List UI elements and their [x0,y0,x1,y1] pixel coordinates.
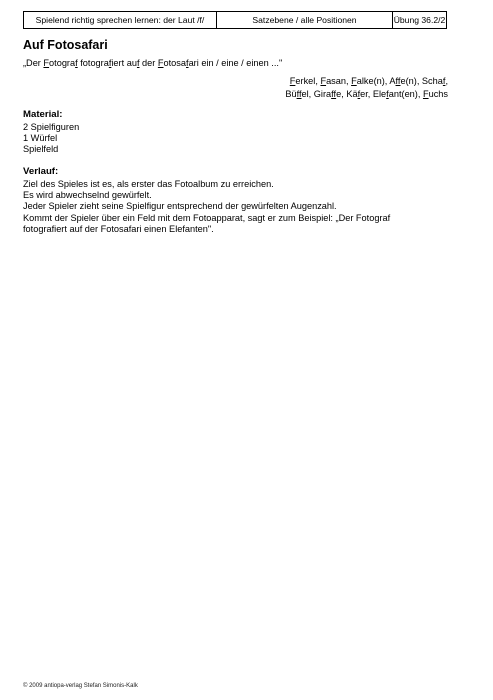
word-part: e, Kä [336,89,358,99]
sentence-part-underlined: F [43,58,50,68]
word-part-underlined: F [351,76,357,86]
sentence-part: der [139,58,158,68]
verlauf-heading: Verlauf: [23,166,59,177]
word-line [285,88,448,101]
page-header [23,11,447,29]
sentence-part: ari ein / eine / einen ..." [188,58,283,68]
header-topic: Spielend richtig sprechen lernen: der Laut /f/ [35,15,205,25]
material-item: Spielfeld [23,144,59,155]
page-title: Auf Fotosafari [23,38,108,52]
word-part: er, Ele [360,89,387,99]
word-part-underlined: ff [331,89,337,99]
material-list [23,122,79,156]
verlauf-line: Es wird abwechselnd gewürfelt. [23,190,152,201]
verlauf-line: Ziel des Spieles ist es, als erster das Fotoalbum zu erreichen. [23,179,274,189]
word-part-underlined: F [320,76,327,86]
header-exercise: Übung 36.2/2 [392,12,446,28]
word-part-underlined: f [386,89,389,99]
sentence-part: iert au [111,58,137,68]
word-part: ant(en), [388,89,423,99]
verlauf-text [23,179,390,235]
word-part-underlined: ff [296,89,302,99]
sentence-part-underlined: f [136,58,140,68]
word-part: uchs [428,89,448,99]
verlauf-line: fotografiert auf der Fotosafari einen Elefanten". [23,223,214,234]
material-item: 1 Würfel [23,133,58,144]
sentence-part-underlined: f [186,58,189,68]
sentence-part-underlined: f [75,58,78,68]
word-part-underlined: F [289,76,296,86]
verlauf-line: Jeder Spieler zieht seine Spielfigur entsprechend der gewürfelten Augenzahl. [23,201,337,212]
word-part-underlined: F [422,89,429,99]
sentence-part: „Der [23,58,44,68]
sentence-part: fotogra [77,58,109,68]
material-heading: Material: [23,109,63,120]
word-part: asan, [326,76,352,86]
sentence-part: otogra [49,58,76,68]
carrier-sentence [23,58,282,68]
word-line [285,75,448,88]
word-part: e(n), Scha [400,76,443,86]
word-part-underlined: f [442,76,446,86]
sentence-part-underlined: f [108,58,112,68]
header-level: Satzebene / alle Positionen [216,12,392,28]
word-part-underlined: f [357,89,361,99]
word-list [285,75,448,101]
copyright-footer: © 2009 antiopa-verlag Stefan Simonis-Kalk [23,683,138,689]
word-part-underlined: ff [395,76,401,86]
sentence-part: otosa [163,58,186,68]
verlauf-line: Kommt der Spieler über ein Feld mit dem Fotoapparat, sagt er zum Beispiel: „Der Fotograf [23,212,391,223]
word-part: erkel, [295,76,321,86]
word-part: , [445,76,448,86]
word-part: alke(n), A [356,76,396,86]
sentence-part-underlined: F [157,58,164,68]
word-part: el, Gira [301,89,332,99]
material-item: 2 Spielfiguren [23,122,80,132]
word-part: Bü [285,89,297,99]
